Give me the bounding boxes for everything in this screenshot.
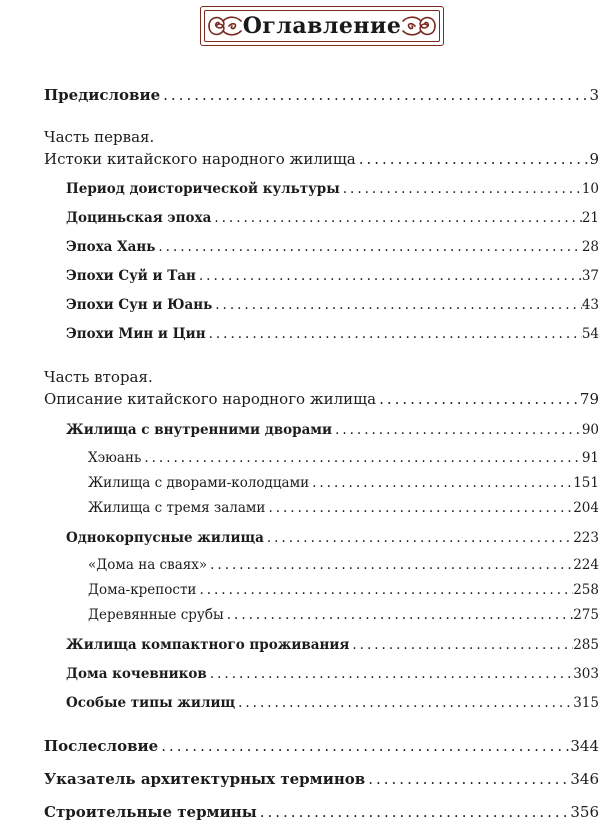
toc-entry-label: Эпоха Хань	[66, 239, 156, 255]
toc-entry-label: Особые типы жилищ	[66, 695, 236, 711]
toc-entry-label: Эпохи Мин и Цин	[66, 326, 206, 342]
toc-page-number: 224	[573, 557, 599, 573]
toc-entry-label: Жилища с внутренними дворами	[66, 422, 333, 438]
toc-entry-label: Дома-крепости	[88, 582, 197, 598]
ornament-right-icon	[399, 11, 439, 41]
dot-leader	[257, 803, 571, 821]
toc-entry[interactable]	[66, 666, 599, 682]
toc-subentry[interactable]	[88, 557, 599, 573]
toc-page-number: 303	[573, 666, 599, 682]
dot-leader	[356, 150, 590, 168]
toc-page-number: 344	[570, 737, 599, 755]
toc-page-number: 54	[581, 326, 599, 342]
toc-entry[interactable]	[66, 268, 599, 284]
toc-entry-label: Жилища с дворами-колодцами	[88, 475, 310, 491]
dot-leader	[265, 500, 573, 516]
toc-page-number: 21	[581, 210, 599, 226]
dot-leader	[207, 666, 573, 682]
toc-subentry[interactable]	[88, 450, 599, 466]
toc-entry[interactable]	[66, 637, 599, 653]
toc-page-number: 90	[581, 422, 599, 438]
dot-leader	[264, 530, 573, 546]
toc-entry[interactable]	[66, 297, 599, 313]
toc-entry[interactable]	[66, 530, 599, 546]
toc-page-number: 37	[581, 268, 599, 284]
dot-leader	[196, 268, 582, 284]
dot-leader	[158, 737, 570, 755]
toc-entry-label: Предисловие	[44, 86, 161, 104]
toc-entry-label: Жилища компактного проживания	[66, 637, 350, 653]
toc-page-number: 28	[581, 239, 599, 255]
dot-leader	[376, 390, 580, 408]
toc-subentry[interactable]	[88, 607, 599, 623]
toc-entry-label: Дома кочевников	[66, 666, 207, 682]
toc-page-number: 258	[573, 582, 599, 598]
toc-entry[interactable]	[66, 695, 599, 711]
toc-entry-label: Строительные термины	[44, 803, 257, 821]
dot-leader	[332, 422, 582, 438]
toc-entry-label: Указатель архитектурных терминов	[44, 770, 366, 788]
toc-page-number: 285	[573, 637, 599, 653]
toc-page-number: 315	[573, 695, 599, 711]
toc-entry[interactable]	[66, 239, 599, 255]
toc-subentry[interactable]	[88, 500, 599, 516]
toc-entry-label: Жилища с тремя залами	[88, 500, 266, 516]
toc-page-number: 275	[573, 607, 599, 623]
dot-leader	[196, 582, 573, 598]
toc-entry-preface[interactable]	[44, 86, 599, 104]
toc-entry-label: Хэюань	[88, 450, 142, 466]
toc-entry[interactable]	[66, 210, 599, 226]
dot-leader	[340, 181, 582, 197]
toc-page-number: 43	[581, 297, 599, 313]
toc-entry-label: «Дома на сваях»	[88, 557, 208, 573]
toc-entry-label: Эпохи Сун и Юань	[66, 297, 213, 313]
dot-leader	[235, 695, 573, 711]
toc-entry-label: Период доисторической культуры	[66, 181, 340, 197]
toc-page-number: 151	[573, 475, 599, 491]
toc-entry-part-two[interactable]	[44, 390, 599, 408]
dot-leader	[207, 557, 573, 573]
toc-page-number: 356	[570, 803, 599, 821]
dot-leader	[206, 326, 582, 342]
toc-entry-construction-terms[interactable]	[44, 803, 599, 821]
toc-entry-architecture-index[interactable]	[44, 770, 599, 788]
toc-title: Оглавление	[242, 13, 402, 39]
toc-entry-label: Описание китайского народного жилища	[44, 390, 377, 408]
toc-page-number: 9	[589, 150, 599, 168]
toc-page-number: 10	[581, 181, 599, 197]
toc-page-number: 223	[573, 530, 599, 546]
toc-entry-label: Послесловие	[44, 737, 159, 755]
dot-leader	[212, 297, 582, 313]
toc-page-number: 3	[589, 86, 599, 104]
dot-leader	[349, 637, 573, 653]
dot-leader	[211, 210, 581, 226]
toc-entry-afterword[interactable]	[44, 737, 599, 755]
dot-leader	[309, 475, 573, 491]
dot-leader	[155, 239, 581, 255]
toc-subentry[interactable]	[88, 475, 599, 491]
toc-entry-label: Истоки китайского народного жилища	[44, 150, 356, 168]
toc-entry-label: Доциньская эпоха	[66, 210, 212, 226]
part-one-heading: Часть первая.	[44, 128, 155, 146]
part-two-heading: Часть вторая.	[44, 368, 153, 386]
toc-subentry[interactable]	[88, 582, 599, 598]
toc-page-number: 204	[573, 500, 599, 516]
toc-entry-label: Деревянные срубы	[88, 607, 224, 623]
toc-entry-label: Однокорпусные жилища	[66, 530, 264, 546]
toc-page-number: 91	[581, 450, 599, 466]
toc-entry-label: Эпохи Суй и Тан	[66, 268, 196, 284]
dot-leader	[365, 770, 570, 788]
dot-leader	[160, 86, 589, 104]
toc-entry[interactable]	[66, 326, 599, 342]
toc-page-number: 346	[570, 770, 599, 788]
dot-leader	[224, 607, 573, 623]
toc-page-number: 79	[579, 390, 599, 408]
toc-entry[interactable]	[66, 422, 599, 438]
toc-entry[interactable]	[66, 181, 599, 197]
toc-entry-part-one[interactable]	[44, 150, 599, 168]
dot-leader	[141, 450, 581, 466]
toc-header-frame	[200, 6, 444, 46]
